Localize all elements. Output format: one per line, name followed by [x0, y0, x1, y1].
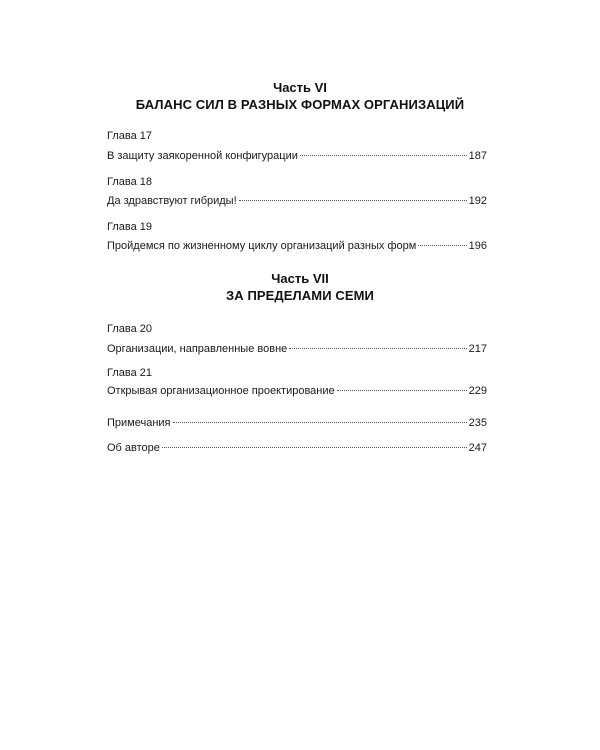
chapter-label: Глава 19 — [107, 221, 153, 233]
dot-leader — [337, 390, 467, 391]
toc-entry-page: 235 — [468, 417, 487, 429]
part-title: БАЛАНС СИЛ В РАЗНЫХ ФОРМАХ ОРГАНИЗАЦИЙ — [135, 97, 465, 112]
toc-entry-title: Об авторе — [107, 442, 160, 454]
toc-entry-about-author[interactable] — [107, 441, 487, 455]
toc-entry-title: Пройдемся по жизненному циклу организаций разных форм — [107, 240, 417, 252]
toc-entry-page: 229 — [468, 385, 487, 397]
toc-entry-title: Да здравствуют гибриды! — [107, 195, 237, 207]
dot-leader — [239, 200, 467, 201]
dot-leader — [162, 447, 467, 448]
chapter-label: Глава 20 — [107, 323, 153, 335]
part-title: ЗА ПРЕДЕЛАМИ СЕМИ — [226, 288, 374, 303]
chapter-label: Глава 17 — [107, 130, 153, 142]
dot-leader — [418, 245, 466, 246]
toc-entry[interactable] — [107, 194, 487, 208]
toc-entry-title: Примечания — [107, 417, 171, 429]
toc-entry-page: 192 — [468, 195, 487, 207]
toc-entry[interactable] — [107, 239, 487, 253]
toc-entry-page: 187 — [468, 150, 487, 162]
toc-entry-title: Организации, направленные вовне — [107, 343, 288, 355]
toc-entry[interactable] — [107, 342, 487, 356]
toc-entry-notes[interactable] — [107, 416, 487, 430]
toc-entry-page: 247 — [468, 442, 487, 454]
part-label: Часть VII — [271, 271, 329, 286]
toc-entry-title: Открывая организационное проектирование — [107, 385, 335, 397]
part-label: Часть VI — [273, 80, 327, 95]
part-heading — [0, 270, 600, 304]
dot-leader — [289, 348, 466, 349]
chapter-label: Глава 21 — [107, 367, 153, 379]
toc-entry[interactable] — [107, 384, 487, 398]
part-heading — [0, 79, 600, 113]
dot-leader — [173, 422, 467, 423]
toc-entry-title: В защиту заякоренной конфигурации — [107, 150, 298, 162]
dot-leader — [300, 155, 467, 156]
toc-entry-page: 217 — [468, 343, 487, 355]
toc-entry[interactable] — [107, 149, 487, 163]
toc-entry-page: 196 — [468, 240, 487, 252]
chapter-label: Глава 18 — [107, 176, 153, 188]
